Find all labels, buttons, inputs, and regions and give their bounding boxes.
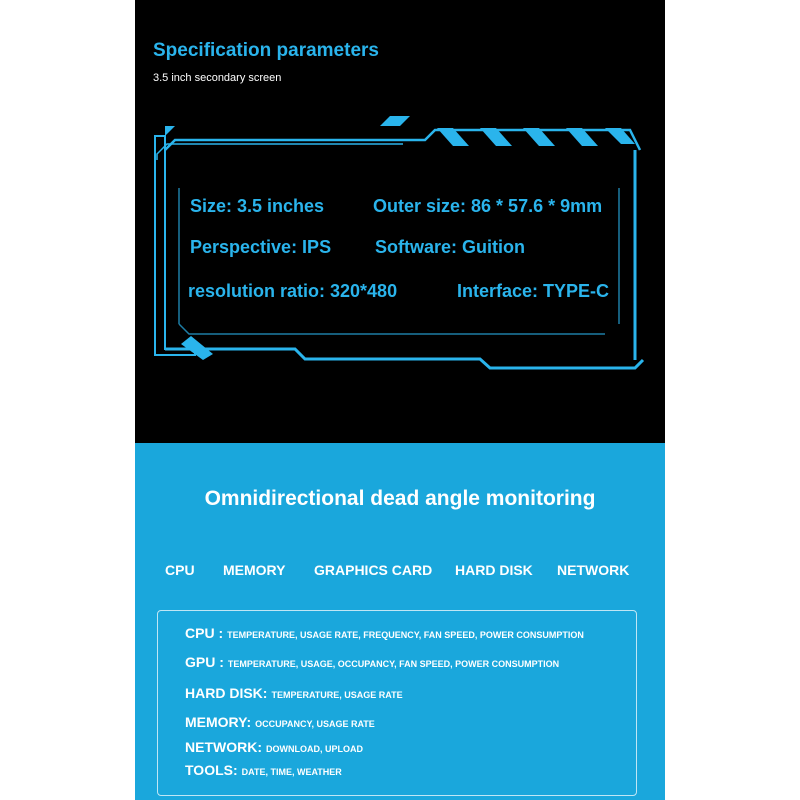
spec-size: Size: 3.5 inches xyxy=(190,196,325,216)
detail-desc: OCCUPANCY, USAGE RATE xyxy=(255,719,375,729)
detail-label: MEMORY: xyxy=(185,714,252,730)
detail-desc: TEMPERATURE, USAGE RATE, FREQUENCY, FAN SPEED, POWER CONSUMPTION xyxy=(227,630,584,640)
detail-desc: DOWNLOAD, UPLOAD xyxy=(266,744,363,754)
monitoring-title: Omnidirectional dead angle monitoring xyxy=(204,487,596,510)
category-graphics-card: GRAPHICS CARD xyxy=(314,562,433,578)
spec-interface: Interface: TYPE-C xyxy=(457,281,610,301)
detail-label: TOOLS: xyxy=(185,762,238,778)
detail-row-hard-disk xyxy=(185,685,403,703)
category-network: NETWORK xyxy=(557,562,630,578)
detail-label: CPU : xyxy=(185,625,224,641)
detail-label: NETWORK: xyxy=(185,739,262,755)
spec-subtitle: 3.5 inch secondary screen xyxy=(153,72,282,84)
detail-row-network xyxy=(185,739,363,757)
detail-desc: TEMPERATURE, USAGE RATE xyxy=(271,690,403,700)
detail-row-cpu xyxy=(185,625,584,643)
detail-desc: DATE, TIME, WEATHER xyxy=(241,767,342,777)
spec-software: Software: Guition xyxy=(375,237,525,257)
category-cpu: CPU xyxy=(165,562,195,578)
spec-perspective: Perspective: IPS xyxy=(190,237,332,257)
monitoring-panel xyxy=(135,443,665,800)
detail-desc: TEMPERATURE, USAGE, OCCUPANCY, FAN SPEED, POWER CONSUMPTION xyxy=(227,659,560,669)
detail-label: HARD DISK: xyxy=(185,685,268,701)
detail-row-memory xyxy=(185,714,375,732)
spec-outer-size: Outer size: 86 * 57.6 * 9mm xyxy=(373,196,603,216)
spec-title: Specification parameters xyxy=(153,40,379,61)
detail-row-gpu xyxy=(185,654,559,672)
monitoring-details-box xyxy=(157,610,637,796)
specification-panel xyxy=(135,0,665,443)
category-memory: MEMORY xyxy=(223,562,286,578)
tech-frame-graphic xyxy=(135,0,665,443)
spec-resolution: resolution ratio: 320*480 xyxy=(188,281,398,301)
detail-row-tools xyxy=(185,762,342,780)
category-hard-disk: HARD DISK xyxy=(455,562,533,578)
detail-label: GPU : xyxy=(185,654,224,670)
